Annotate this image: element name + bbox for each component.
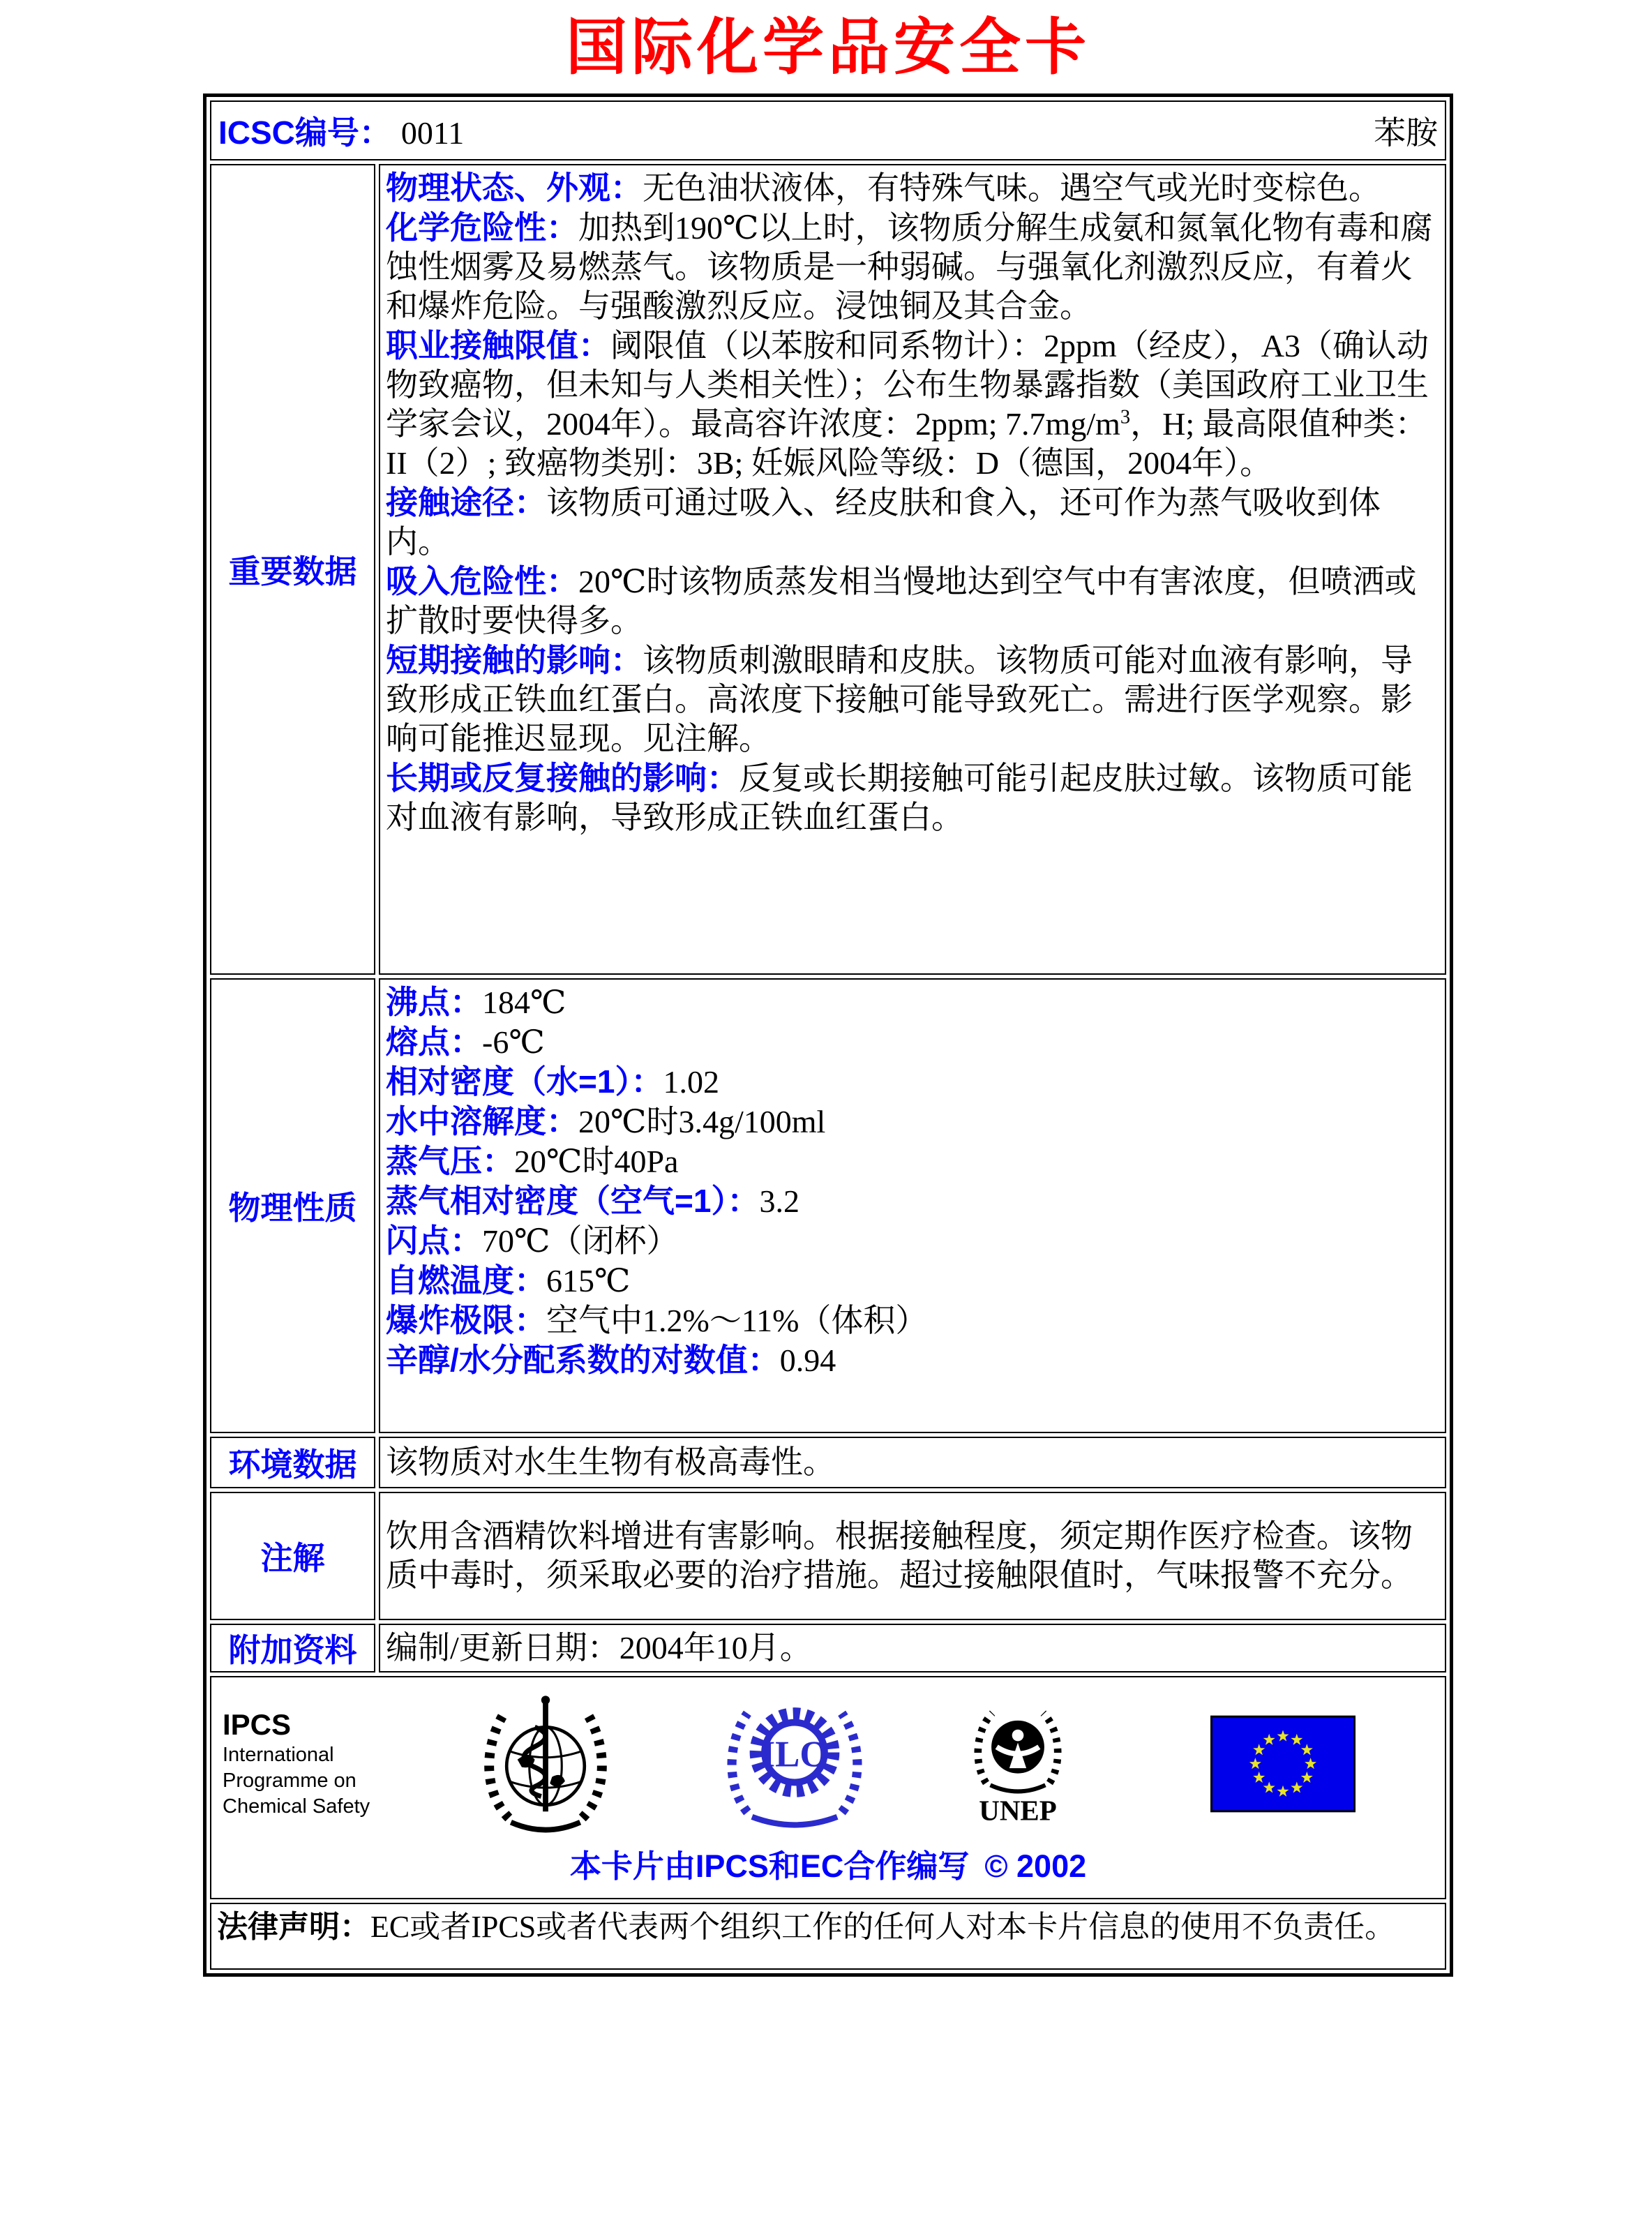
property-value: 0.94	[779, 1342, 836, 1378]
property-label: 相对密度（水=1）：	[386, 1063, 663, 1100]
paragraph-text: 该物质刺激眼睛和皮肤。该物质可能对血液有影响，导致形成正铁血红蛋白。高浓度下接触可能导致死亡。需进行医学观察。影响可能推迟显现。见注解。	[386, 643, 1413, 756]
table-row-header	[210, 100, 1446, 160]
legal-text: EC或者IPCS或者代表两个组织工作的任何人对本卡片信息的使用不负责任。	[370, 1910, 1396, 1944]
ipcs-footer-cell	[210, 1676, 1446, 1899]
ipcs-subtitle-line: Programme on	[223, 1769, 356, 1792]
property-value: 20℃时40Pa	[514, 1144, 679, 1179]
physical-properties-content	[379, 978, 1446, 1433]
icsc-number-group	[218, 107, 464, 154]
legal-label: 法律声明：	[217, 1910, 370, 1944]
chemical-name: 苯胺	[1374, 115, 1438, 151]
ipcs-subtitle-line: International	[223, 1744, 334, 1766]
property-value: -6℃	[482, 1024, 545, 1060]
property-melting-point	[386, 1022, 1439, 1062]
unep-caption: UNEP	[979, 1794, 1057, 1826]
property-value: 1.02	[663, 1064, 719, 1100]
ipcs-subtitle-line: Chemical Safety	[223, 1795, 370, 1818]
copyright-text: © 2002	[984, 1848, 1087, 1884]
property-label: 自燃温度：	[386, 1262, 546, 1299]
section-label-notes: 注解	[210, 1492, 375, 1620]
eu-flag-icon	[1210, 1715, 1356, 1813]
paragraph-long-term-effects	[386, 758, 1439, 837]
property-value: 3.2	[759, 1183, 799, 1219]
who-logo-icon	[481, 1690, 610, 1838]
property-vapor-pressure	[386, 1142, 1439, 1181]
property-label: 辛醇/水分配系数的对数值：	[386, 1342, 780, 1378]
paragraph-inhalation-risk	[386, 562, 1439, 641]
legal-cell	[210, 1903, 1446, 1970]
property-octanol-water-partition	[386, 1340, 1439, 1380]
paragraph-text: ，H; 最高限值种类：II（2）; 致癌物类别：3B; 妊娠风险等级：D（德国，2004年）。	[386, 406, 1427, 481]
paragraph-text: 反复或长期接触可能引起皮肤过敏。该物质可能对血液有影响，导致形成正铁血红蛋白。	[386, 761, 1413, 835]
paragraph-text: 20℃时该物质蒸发相当慢地达到空气中有害浓度，但喷洒或扩散时要快得多。	[386, 564, 1417, 638]
property-label: 熔点：	[386, 1024, 482, 1060]
additional-info-content	[379, 1624, 1446, 1672]
paragraph-text: 阈限值（以苯胺和同系物计）：2ppm（经皮），A3（确认动物致癌物，但未知与人类相关性）；公布生物暴露指数（美国政府工业卫生学家会议，2004年）。最高容许浓度：2ppm; 7.7mg/m	[386, 328, 1429, 442]
paragraph-exposure-routes	[386, 483, 1439, 562]
paragraph-short-term-effects	[386, 641, 1439, 758]
paragraph-label: 接触途径：	[386, 484, 546, 521]
unep-logo-icon	[965, 1700, 1071, 1827]
credit-line	[223, 1841, 1434, 1886]
property-explosive-limits	[386, 1301, 1439, 1340]
important-data-content	[379, 164, 1446, 975]
paragraph-label: 短期接触的影响：	[386, 642, 643, 678]
ipcs-title: IPCS	[223, 1708, 292, 1741]
property-value: 空气中1.2%～11%（体积）	[546, 1303, 928, 1338]
property-water-solubility	[386, 1102, 1439, 1142]
section-label-physical-properties: 物理性质	[210, 978, 375, 1433]
environmental-data-content: 该物质对水生生物有极高毒性。	[379, 1437, 1446, 1488]
paragraph-text: 该物质可通过吸入、经皮肤和食入，还可作为蒸气吸收到体内。	[386, 485, 1381, 560]
update-date-label: 编制/更新日期：	[386, 1630, 620, 1666]
property-label: 蒸气相对密度（空气=1）：	[386, 1183, 760, 1219]
property-label: 沸点：	[386, 984, 482, 1020]
property-relative-density	[386, 1062, 1439, 1102]
paragraph-label: 吸入危险性：	[386, 563, 578, 599]
paragraph-physical-state	[386, 168, 1439, 208]
section-label-important-data: 重要数据	[210, 164, 375, 975]
page-container	[203, 0, 1453, 1977]
property-value: 20℃时3.4g/100ml	[578, 1104, 826, 1139]
section-label-additional-info: 附加资料	[210, 1624, 375, 1672]
property-vapor-relative-density	[386, 1181, 1439, 1221]
paragraph-text: 无色油状液体，有特殊气味。遇空气或光时变棕色。	[643, 170, 1381, 206]
paragraph-label: 职业接触限值：	[386, 327, 610, 364]
paragraph-label: 长期或反复接触的影响：	[386, 760, 739, 796]
credit-text: 本卡片由IPCS和EC合作编写	[569, 1848, 970, 1884]
property-label: 蒸气压：	[386, 1143, 514, 1179]
ilo-caption: ILO	[760, 1733, 829, 1774]
property-label: 水中溶解度：	[386, 1103, 578, 1139]
paragraph-chemical-danger	[386, 208, 1439, 326]
paragraph-label: 化学危险性：	[386, 209, 578, 246]
header-cell	[210, 100, 1446, 160]
property-value: 615℃	[546, 1263, 631, 1299]
table-row-notes	[210, 1492, 1446, 1620]
table-row-additional-info	[210, 1624, 1446, 1672]
property-autoignition-temperature	[386, 1261, 1439, 1301]
property-boiling-point	[386, 982, 1439, 1022]
property-flash-point	[386, 1221, 1439, 1261]
table-row-ipcs-footer	[210, 1676, 1446, 1899]
property-label: 爆炸极限：	[386, 1302, 546, 1338]
property-value: 184℃	[482, 985, 566, 1020]
ilo-logo-icon	[722, 1695, 867, 1833]
property-label: 闪点：	[386, 1222, 482, 1259]
section-label-environmental-data: 环境数据	[210, 1437, 375, 1488]
notes-content: 饮用含酒精饮料增进有害影响。根据接触程度，须定期作医疗检查。该物质中毒时，须采取必要的治疗措施。超过接触限值时，气味报警不充分。	[379, 1492, 1446, 1620]
table-row-legal	[210, 1903, 1446, 1970]
paragraph-label: 物理状态、外观：	[386, 170, 643, 206]
ipcs-text-block	[223, 1707, 418, 1820]
superscript: 3	[1120, 406, 1131, 428]
icsc-number-label: ICSC编号：	[218, 114, 391, 151]
property-value: 70℃（闭杯）	[482, 1223, 679, 1259]
paragraph-text: 加热到190℃以上时，该物质分解生成氨和氮氧化物有毒和腐蚀性烟雾及易燃蒸气。该物质是一种弱碱。与强氧化剂激烈反应，有着火和爆炸危险。与强酸激烈反应。浸蚀铜及其合金。	[386, 210, 1433, 324]
table-row-important-data	[210, 164, 1446, 975]
icsc-number-value: 0011	[400, 115, 465, 151]
table-row-physical-properties	[210, 978, 1446, 1433]
paragraph-occupational-exposure-limits	[386, 326, 1439, 483]
page-title: 国际化学品安全卡	[565, 13, 1090, 82]
table-row-environmental-data	[210, 1437, 1446, 1488]
update-date-value: 2004年10月。	[619, 1630, 812, 1666]
icsc-card-table	[203, 93, 1453, 1977]
